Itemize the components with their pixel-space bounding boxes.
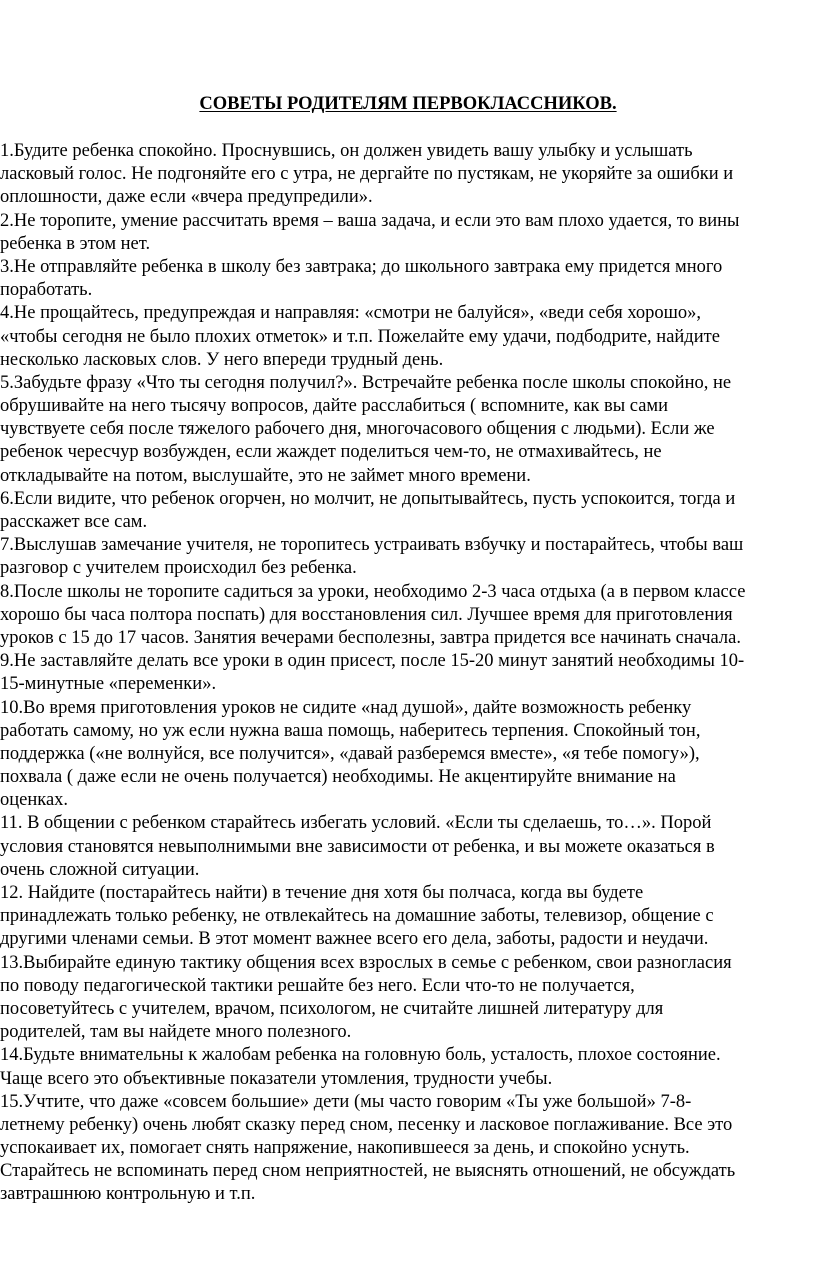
text-line: 15-минутные «переменки». xyxy=(0,674,217,695)
text-line: 7.Выслушав замечание учителя, не торопитесь устраивать взбучку и постарайтесь, чтобы ваш xyxy=(0,535,744,556)
text-line: оценках. xyxy=(0,790,69,811)
text-line: 4.Не прощайтесь, предупреждая и направляя: «смотри не балуйся», «веди себя хорошо», xyxy=(0,303,701,324)
text-line: чувствуете себя после тяжелого рабочего дня, многочасового общения с людьми). Если же xyxy=(0,419,715,440)
text-line: 13.Выбирайте единую тактику общения всех взрослых в семье с ребенком, свои разногласия xyxy=(0,952,732,973)
text-line: летнему ребенку) очень любят сказку перед сном, песенку и ласковое поглаживание. Все это xyxy=(0,1114,733,1135)
text-line: ласковый голос. Не подгоняйте его с утра, не дергайте по пустякам, не укоряйте за ошибки и xyxy=(0,164,734,185)
text-line: 10.Во время приготовления уроков не сидите «над душой», дайте возможность ребенку xyxy=(0,697,692,718)
page-title: СОВЕТЫ РОДИТЕЛЯМ ПЕРВОКЛАССНИКОВ. xyxy=(199,94,617,114)
text-line: оплошности, даже если «вчера предупредили». xyxy=(0,187,373,208)
text-line: 6.Если видите, что ребенок огорчен, но молчит, не допытывайтесь, пусть успокоится, тогда и xyxy=(0,488,736,509)
text-line: 8.После школы не торопите садиться за уроки, необходимо 2-3 часа отдыха (а в первом классе xyxy=(0,581,746,602)
text-line: ребенок чересчур возбужден, если жаждет поделиться чем-то, не отмахивайтесь, не xyxy=(0,442,662,463)
text-line: условия становятся невыполнимыми вне зависимости от ребенка, и вы можете оказаться в xyxy=(0,836,715,857)
text-line: поработать. xyxy=(0,280,93,301)
document-body xyxy=(0,140,745,1207)
text-line: расскажет все сам. xyxy=(0,512,148,532)
text-line: откладывайте на потом, выслушайте, это не займет много времени. xyxy=(0,465,531,486)
text-line: Старайтесь не вспоминать перед сном неприятностей, не выяснять отношений, не обсуждать xyxy=(0,1161,736,1182)
text-line: 2.Не торопите, умение рассчитать время – ваша задача, и если это вам плохо удается, то вины xyxy=(0,210,740,231)
text-line: родителей, там вы найдете много полезного. xyxy=(0,1022,352,1043)
text-line: обрушивайте на него тысячу вопросов, дайте расслабиться ( вспомните, как вы сами xyxy=(0,396,669,417)
text-line: завтрашнюю контрольную и т.п. xyxy=(0,1184,256,1205)
text-line: 3.Не отправляйте ребенка в школу без завтрака; до школьного завтрака ему придется много xyxy=(0,256,723,277)
text-line: 15.Учтите, что даже «совсем большие» дети (мы часто говорим «Ты уже большой» 7-8- xyxy=(0,1091,692,1112)
text-line: успокаивает их, помогает снять напряжение, накопившееся за день, и спокойно уснуть. xyxy=(0,1138,690,1159)
text-line: принадлежать только ребенку, не отвлекайтесь на домашние заботы, телевизор, общение с xyxy=(0,906,714,927)
text-line: похвала ( даже если не очень получается) необходимы. Не акцентируйте внимание на xyxy=(0,767,676,788)
text-line: хорошо бы часа полтора поспать) для восстановления сил. Лучшее время для приготовления xyxy=(0,604,733,625)
text-line: поддержка («не волнуйся, все получится», «давай разберемся вместе», «я тебе помогу»), xyxy=(0,743,700,764)
text-line: другими членами семьи. В этот момент важнее всего его дела, заботы, радости и неудачи. xyxy=(0,929,709,950)
text-line: 9.Не заставляйте делать все уроки в один присест, после 15-20 минут занятий необходимы 10- xyxy=(0,651,745,672)
text-line: 1.Будите ребенка спокойно. Проснувшись, он должен увидеть вашу улыбку и услышать xyxy=(0,141,693,161)
text-line: разговор с учителем происходил без ребенка. xyxy=(0,558,357,579)
text-line: 11. В общении с ребенком старайтесь избегать условий. «Если ты сделаешь, то…». Порой xyxy=(0,813,712,834)
text-line: 14.Будьте внимательны к жалобам ребенка на головную боль, усталость, плохое состояние. xyxy=(0,1045,721,1066)
text-line: 12. Найдите (постарайтесь найти) в течение дня хотя бы полчаса, когда вы будете xyxy=(0,883,644,903)
text-line: работать самому, но уж если нужна ваша помощь, наберитесь терпения. Спокойный тон, xyxy=(0,720,701,741)
text-line: очень сложной ситуации. xyxy=(0,859,200,880)
text-line: посоветуйтесь с учителем, врачом, психологом, не считайте лишней литературу для xyxy=(0,998,664,1019)
text-line: несколько ласковых слов. У него впереди трудный день. xyxy=(0,349,444,370)
text-line: по поводу педагогической тактики решайте без него. Если что-то не получается, xyxy=(0,975,635,996)
text-line: уроков с 15 до 17 часов. Занятия вечерами бесполезны, завтра придется все начинать сначала. xyxy=(0,627,741,648)
text-line: 5.Забудьте фразу «Что ты сегодня получил?». Встречайте ребенка после школы спокойно, не xyxy=(0,372,732,393)
text-line: «чтобы сегодня не было плохих отметок» и т.п. Пожелайте ему удачи, подбодрите, найдите xyxy=(0,326,720,347)
text-line: ребенка в этом нет. xyxy=(0,233,151,254)
text-line: Чаще всего это объективные показатели утомления, трудности учебы. xyxy=(0,1068,553,1089)
